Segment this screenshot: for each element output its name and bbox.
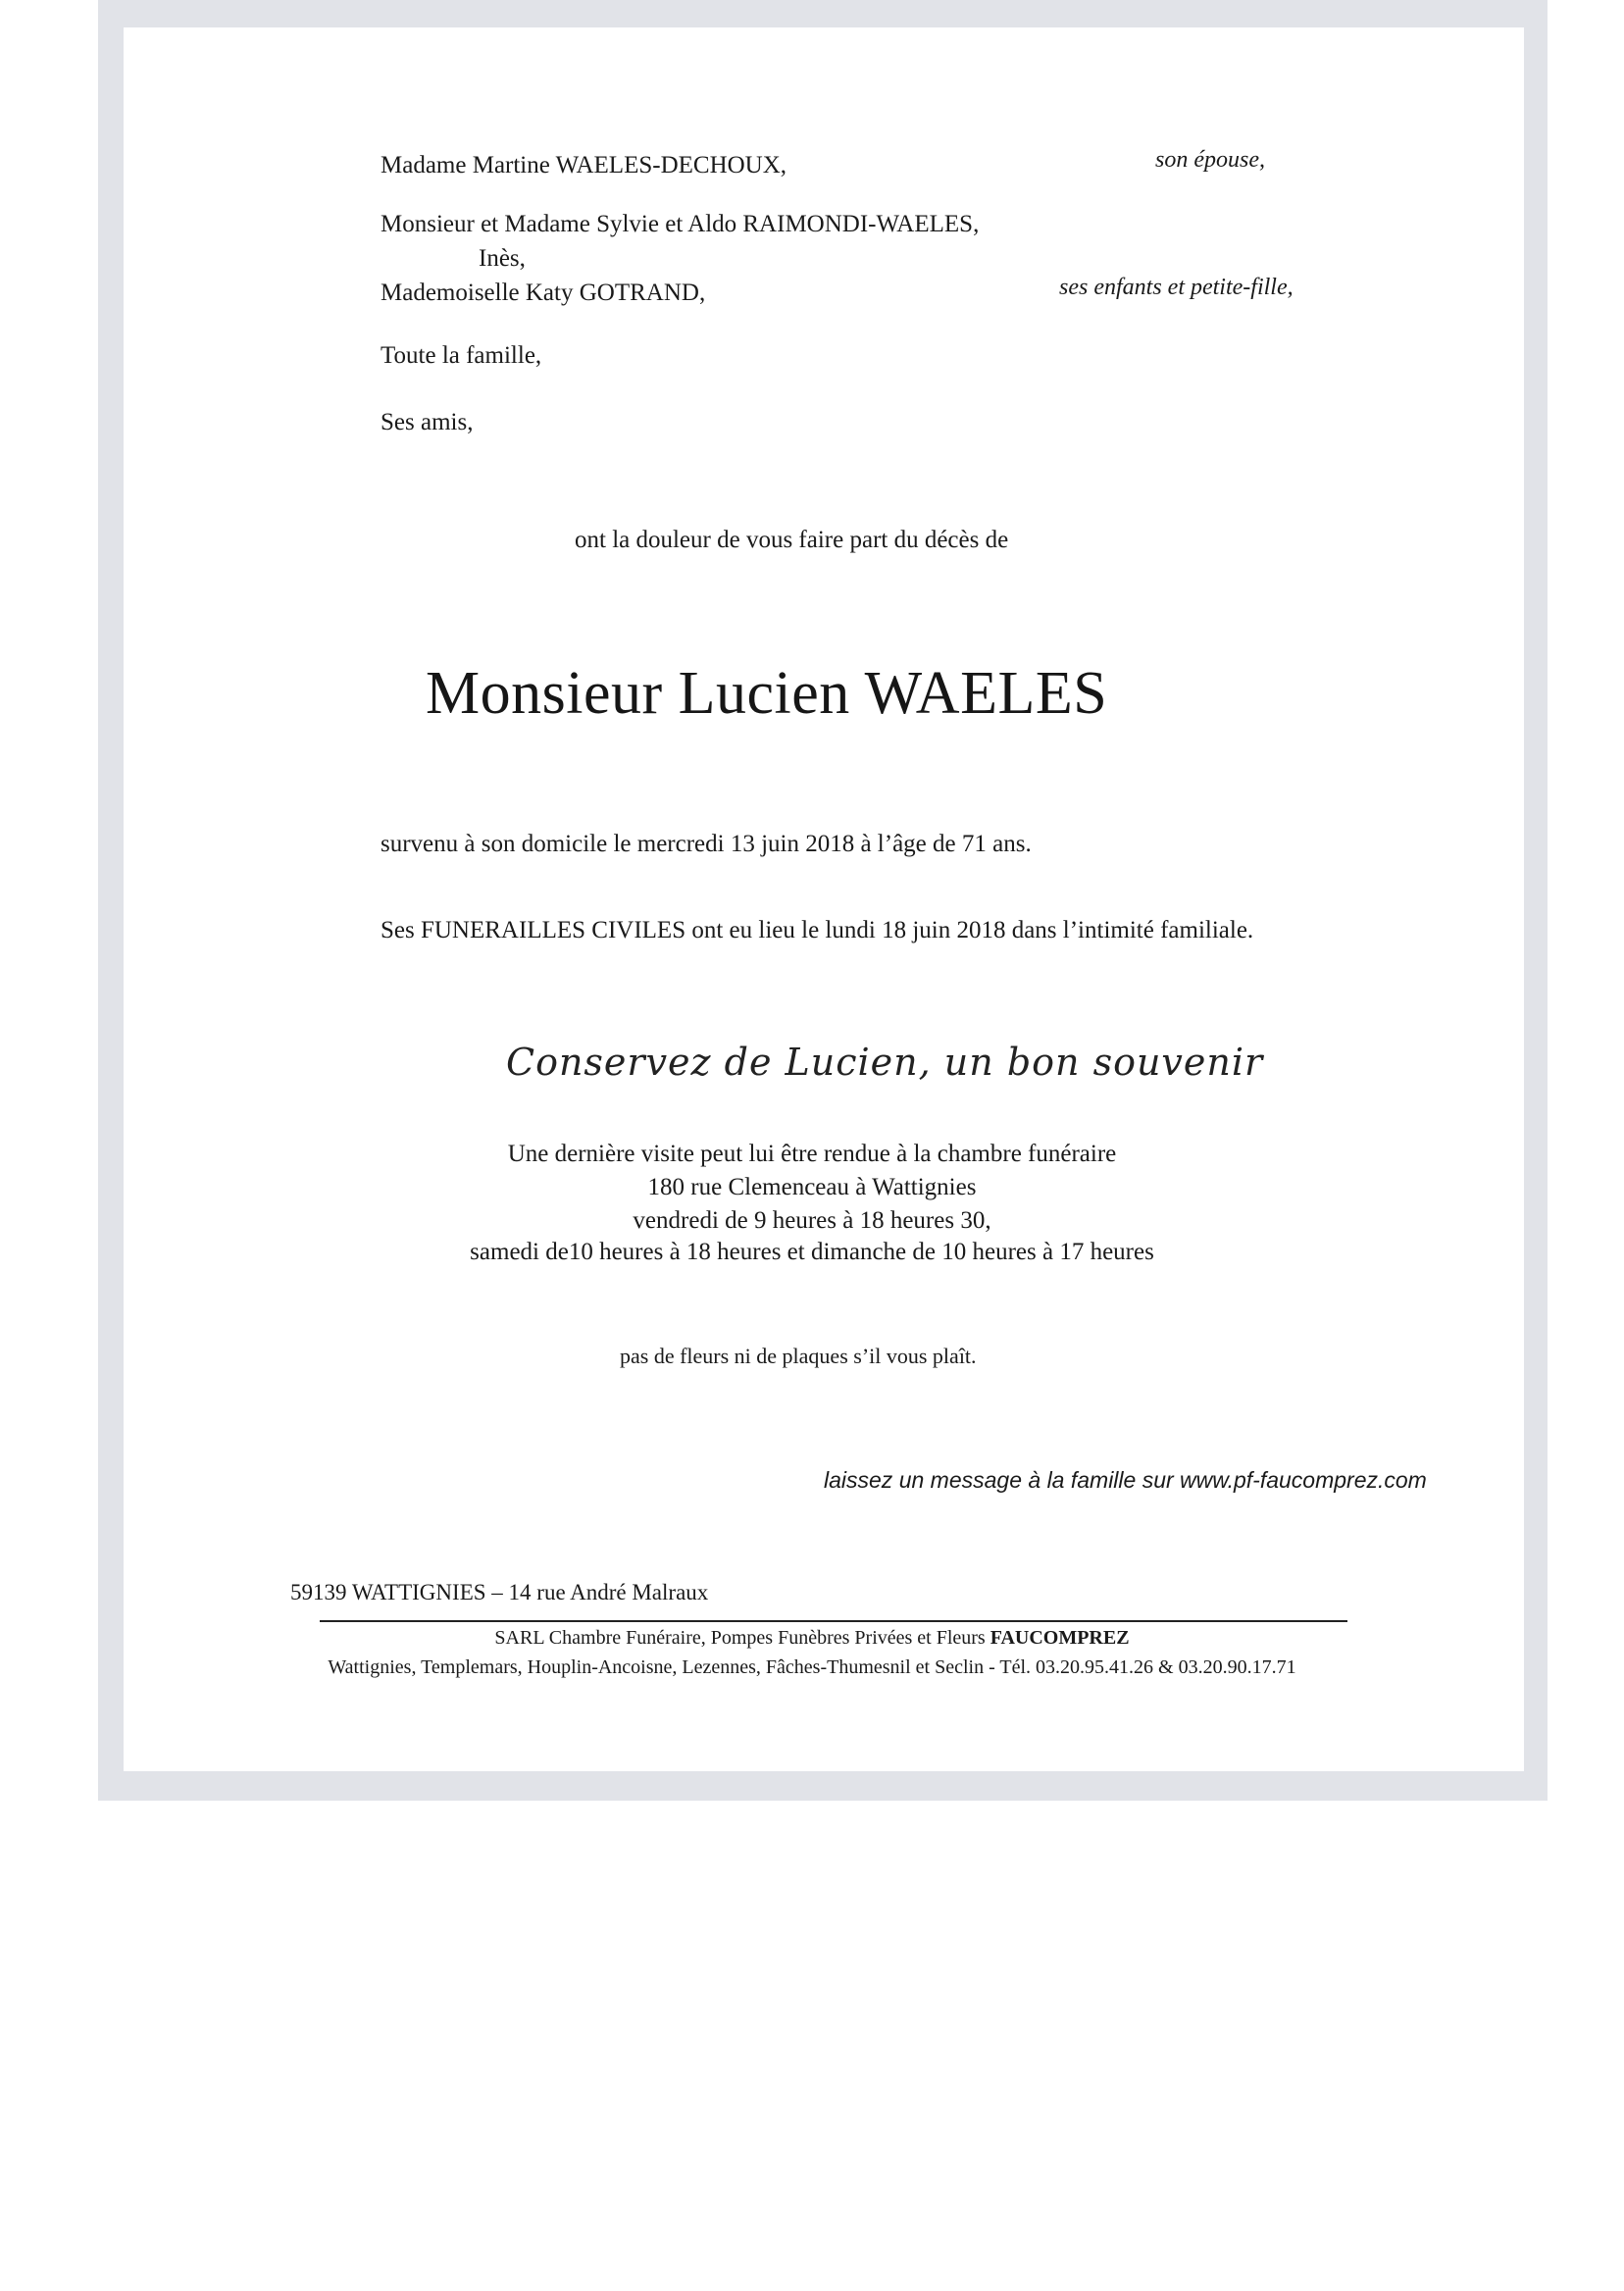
visit-line-4: samedi de10 heures à 18 heures et dimanche de 10 heures à 17 heures — [470, 1239, 1154, 1265]
web-message: laissez un message à la famille sur www.pf-faucomprez.com — [824, 1467, 1427, 1493]
visit-line-1: Une dernière visite peut lui être rendue à la chambre funéraire — [507, 1141, 1117, 1167]
company-prefix: SARL Chambre Funéraire, Pompes Funèbres Privées et Fleurs — [494, 1627, 990, 1649]
children-line-1: Monsieur et Madame Sylvie et Aldo RAIMONDI-WAELES, — [381, 211, 980, 237]
children-line-2: Mademoiselle Katy GOTRAND, — [381, 280, 706, 306]
family-line: Toute la famille, — [381, 342, 542, 369]
intro-line: ont la douleur de vous faire part du décès de — [575, 527, 1009, 553]
footer-address: 59139 WATTIGNIES – 14 rue André Malraux — [290, 1580, 709, 1604]
grandchild-name: Inès, — [479, 245, 526, 272]
visit-line-2: 180 rue Clemenceau à Wattignies — [647, 1174, 977, 1200]
company-name: FAUCOMPREZ — [990, 1627, 1130, 1649]
wife-name: Madame Martine WAELES-DECHOUX, — [381, 152, 787, 178]
footer-divider — [320, 1620, 1347, 1622]
deceased-name: Monsieur Lucien WAELES — [426, 660, 1108, 727]
remembrance-line: Conservez de Lucien, un bon souvenir — [506, 1041, 1264, 1084]
visit-line-3: vendredi de 9 heures à 18 heures 30, — [633, 1207, 991, 1234]
death-line: survenu à son domicile le mercredi 13 juin 2018 à l’âge de 71 ans. — [381, 831, 1032, 857]
notice-sheet — [124, 27, 1524, 1771]
company-line — [224, 1628, 1400, 1648]
funeral-line: Ses FUNERAILLES CIVILES ont eu lieu le lundi 18 juin 2018 dans l’intimité familiale. — [381, 917, 1254, 943]
children-role: ses enfants et petite-fille, — [1059, 275, 1294, 300]
wife-role: son épouse, — [1155, 147, 1265, 173]
company-locations: Wattignies, Templemars, Houplin-Ancoisne, Lezennes, Fâches-Thumesnil et Seclin - Tél. 03.20.95.41.26 & 03.20.90.17.71 — [328, 1656, 1296, 1678]
friends-line: Ses amis, — [381, 409, 474, 435]
flowers-note: pas de fleurs ni de plaques s’il vous plaît. — [620, 1344, 977, 1368]
